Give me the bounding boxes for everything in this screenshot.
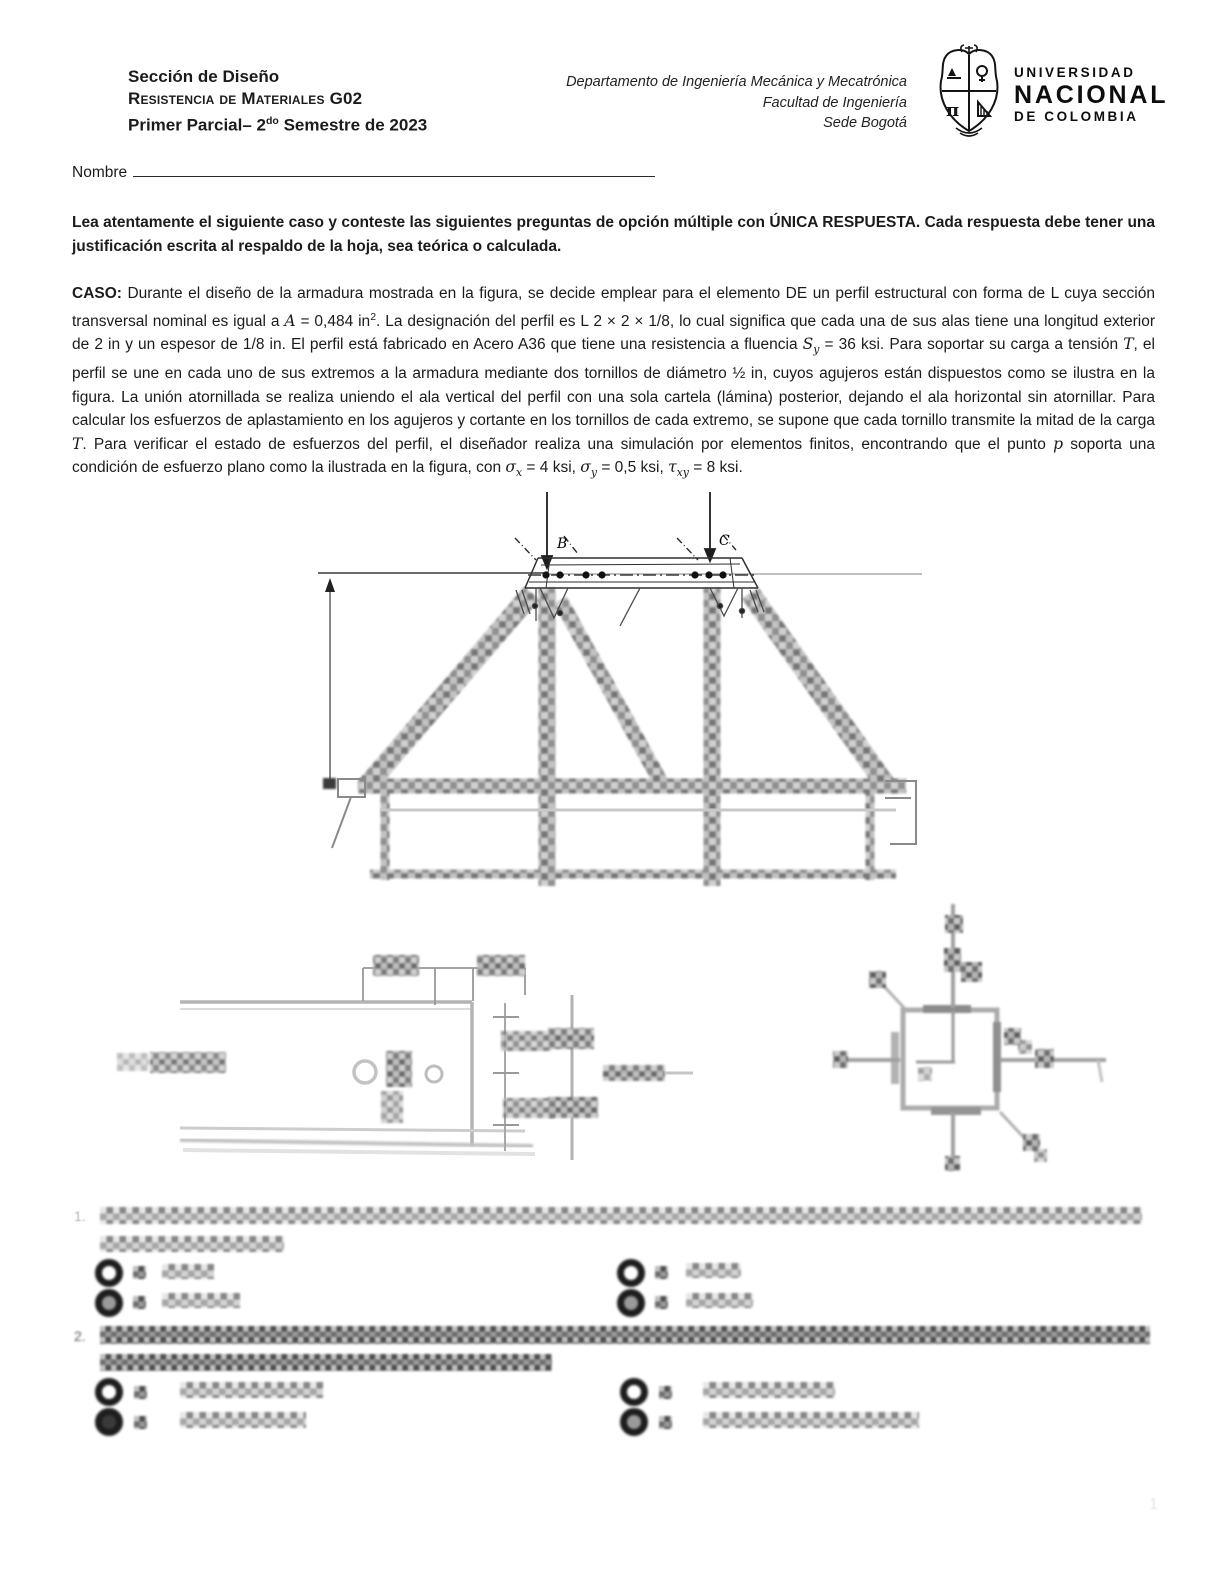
exam-title: Primer Parcial– $2^{do}$ Semestre de 2023 — [128, 115, 428, 135]
faculty-name: Facultad de Ingeniería — [762, 94, 907, 111]
load-arrows — [542, 492, 715, 568]
question-2-text-redacted — [100, 1354, 552, 1371]
truss-lattice-members — [358, 588, 906, 886]
right-leader-redacted — [603, 1065, 693, 1081]
answer-bubble-c — [617, 1259, 645, 1287]
option-text-redacted — [180, 1382, 323, 1398]
dimension-label-redacted — [373, 955, 419, 976]
option-text-redacted — [162, 1264, 214, 1279]
answer-bubble-a — [95, 1259, 123, 1287]
unal-crest-logo — [932, 44, 1006, 140]
left-label-redacted — [117, 1052, 226, 1073]
bolted-connection-figure — [105, 945, 717, 1173]
header-right-block — [566, 72, 907, 134]
option-letter-redacted — [655, 1266, 668, 1279]
question-2-text-redacted — [100, 1326, 1150, 1344]
svg-text:π: π — [946, 100, 960, 121]
campus-name: Sede Bogotá — [823, 115, 907, 131]
stress-square — [903, 1010, 997, 1108]
x-axis-tail — [1098, 1060, 1102, 1082]
answer-bubble-c — [620, 1378, 648, 1406]
truss-figure — [310, 488, 930, 908]
name-row — [72, 162, 655, 182]
name-blank-line — [133, 162, 655, 177]
option-letter-redacted — [134, 1416, 147, 1429]
university-word-1: UNIVERSIDAD — [1014, 65, 1136, 80]
option-letter-redacted — [133, 1296, 146, 1309]
answer-bubble-b — [95, 1289, 123, 1317]
dimension-label-redacted — [477, 955, 525, 976]
option-text-redacted — [686, 1293, 753, 1308]
answer-bubble-b — [95, 1408, 123, 1436]
question-1-text-redacted — [100, 1207, 1142, 1224]
name-label: Nombre — [72, 164, 128, 181]
option-letter-redacted — [659, 1416, 672, 1429]
bolt-hole-1 — [354, 1061, 376, 1083]
option-text-redacted — [162, 1293, 240, 1308]
answer-bubble-d — [617, 1289, 645, 1317]
department-name: Departamento de Ingeniería Mecánica y Mecatrónica — [566, 74, 907, 90]
shear-arrow-top — [923, 1005, 971, 1013]
university-word-3: DE COLOMBIA — [1014, 109, 1139, 124]
page-number: 1 — [1149, 1496, 1158, 1513]
shear-arrow-bottom — [931, 1107, 981, 1115]
joint-label-C: C — [719, 533, 730, 549]
option-letter-redacted — [134, 1386, 147, 1399]
instructions-paragraph: Lea atentamente el siguiente caso y conteste las siguientes preguntas de opción múltiple con ÚNICA RESPUESTA. Cada respuesta debe tener una justificación escrita al respaldo de la hoja, sea teórica o calculada. — [72, 214, 1155, 255]
answer-bubble-d — [620, 1408, 648, 1436]
question-2-number: 2. — [74, 1328, 86, 1344]
option-text-redacted — [703, 1412, 919, 1428]
option-letter-redacted — [659, 1386, 672, 1399]
option-text-redacted — [180, 1412, 306, 1428]
answer-bubble-a — [95, 1378, 123, 1406]
university-wordmark — [1014, 64, 1168, 126]
option-text-redacted — [686, 1263, 741, 1278]
stress-element-figure — [828, 882, 1128, 1174]
option-letter-redacted — [133, 1266, 146, 1279]
joint-label-B: B — [557, 536, 568, 552]
shear-arrow-right — [993, 1022, 1001, 1092]
option-letter-redacted — [655, 1296, 668, 1309]
truss-height-dimension — [316, 578, 346, 789]
option-text-redacted — [703, 1382, 835, 1398]
normal-stress-arrows — [836, 904, 1106, 1168]
question-1-text-redacted — [100, 1236, 284, 1252]
right-dimension-lines — [493, 995, 598, 1160]
header-left-block — [128, 66, 427, 137]
bolt-hole-redacted-label — [381, 1051, 412, 1123]
course-title: Resistencia de Materiales G02 — [128, 89, 363, 108]
question-1-number: 1. — [74, 1208, 86, 1224]
bolt-hole-2 — [426, 1066, 442, 1082]
case-paragraph: CASO: Durante el diseño de la armadura mostrada en la figura, se decide emplear para el elemento DE un perfil estructural con forma de L cuya sección transversal nominal es igual a A = 0,484 $in^2$. La designación del perfil es L 2 × 2 × 1/8, lo cual significa que cada una de sus alas tiene una longitud exterior de 2 in y un espesor de 1/8 in. El perfil está fabricado en Acero A36 que tiene una resistencia a fluencia $S_y = 36$ ksi. Para soportar su carga a tensión T, el perfil se une en cada uno de sus extremos a la armadura mediante dos tornillos de diámetro ½ in, cuyos agujeros están dispuestos como se ilustra en la figura. La unión atornillada se realiza uniendo el ala vertical del perfil con una sola cartela (lámina) posterior, dejando el ala horizontal sin atornillar. Para calcular los esfuerzos de aplastamiento en los agujeros y cortante en los tornillos de cada extremo, se supone que cada tornillo transmite la mitad de la carga T. Para verificar el estado de esfuerzos del perfil, el diseñador realiza una simulación por elementos finitos, encontrando que el punto p soporta una condición de esfuerzo plano como la ilustrada en la figura, con $\sigma_x = 4$ ksi, $\sigma_y = 0,5$ ksi, $\tau_{xy} = 8$ ksi. — [72, 285, 1156, 480]
section-title: Sección de Diseño — [128, 67, 280, 86]
university-word-2: NACIONAL — [1014, 81, 1169, 109]
